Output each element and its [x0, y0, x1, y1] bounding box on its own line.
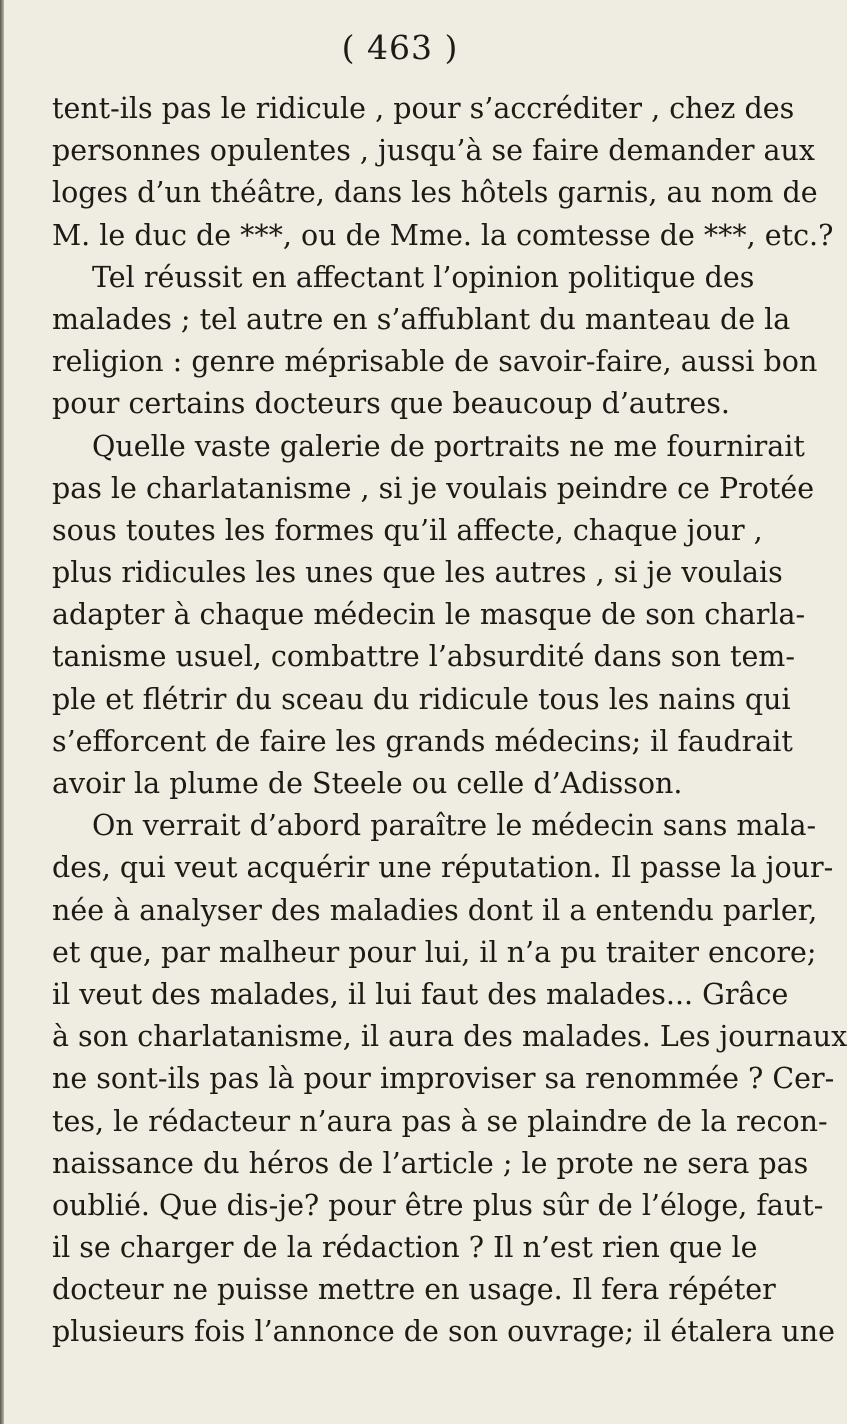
text-line: M. le duc de ***, ou de Mme. la comtesse de ***, etc.? [52, 218, 834, 252]
page-binding-edge [0, 0, 4, 1424]
text-line: des, qui veut acquérir une réputation. Il passe la jour- [52, 851, 834, 885]
text-line: personnes opulentes , jusqu’à se faire demander aux [52, 134, 815, 168]
text-line: sous toutes les formes qu’il affecte, chaque jour , [52, 513, 763, 547]
text-line: oublié. Que dis-je? pour être plus sûr de l’éloge, faut- [52, 1188, 824, 1222]
text-line: il se charger de la rédaction ? Il n’est rien que le [52, 1231, 758, 1265]
text-line: Tel réussit en affectant l’opinion politique des [92, 260, 755, 294]
text-line: plus ridicules les unes que les autres , si je voulais [52, 556, 783, 590]
text-line: à son charlatanisme, il aura des malades. Les journaux [52, 1020, 847, 1054]
text-line: et que, par malheur pour lui, il n’a pu traiter encore; [52, 935, 817, 969]
text-line: née à analyser des maladies dont il a entendu parler, [52, 893, 818, 927]
text-line: docteur ne puisse mettre en usage. Il fera répéter [52, 1273, 776, 1307]
text-line: tes, le rédacteur n’aura pas à se plaindre de la recon- [52, 1104, 828, 1138]
body-text [52, 88, 847, 1354]
text-line: tanisme usuel, combattre l’absurdité dans son tem- [52, 640, 795, 674]
text-line: Quelle vaste galerie de portraits ne me fournirait [92, 429, 805, 463]
text-line: pour certains docteurs que beaucoup d’autres. [52, 387, 730, 421]
text-line: plusieurs fois l’annonce de son ouvrage; il étalera une [52, 1315, 835, 1349]
text-line: malades ; tel autre en s’affublant du manteau de la [52, 302, 791, 336]
text-line: pas le charlatanisme , si je voulais peindre ce Protée [52, 471, 815, 505]
text-line: s’efforcent de faire les grands médecins; il faudrait [52, 724, 793, 758]
text-line: ne sont-ils pas là pour improviser sa renommée ? Cer- [52, 1062, 835, 1096]
text-line: adapter à chaque médecin le masque de son charla- [52, 598, 806, 632]
text-line: il veut des malades, il lui faut des malades... Grâce [52, 977, 789, 1011]
text-line: loges d’un théâtre, dans les hôtels garnis, au nom de [52, 176, 818, 210]
text-line: On verrait d’abord paraître le médecin sans mala- [92, 809, 817, 843]
text-line: religion : genre méprisable de savoir-faire, aussi bon [52, 345, 818, 379]
text-line: tent-ils pas le ridicule , pour s’accréditer , chez des [52, 92, 795, 125]
page-number: ( 463 ) [341, 28, 459, 67]
text-line: ple et flétrir du sceau du ridicule tous les nains qui [52, 682, 791, 716]
text-line: avoir la plume de Steele ou celle d’Adisson. [52, 767, 683, 800]
text-line: naissance du héros de l’article ; le prote ne sera pas [52, 1146, 809, 1180]
